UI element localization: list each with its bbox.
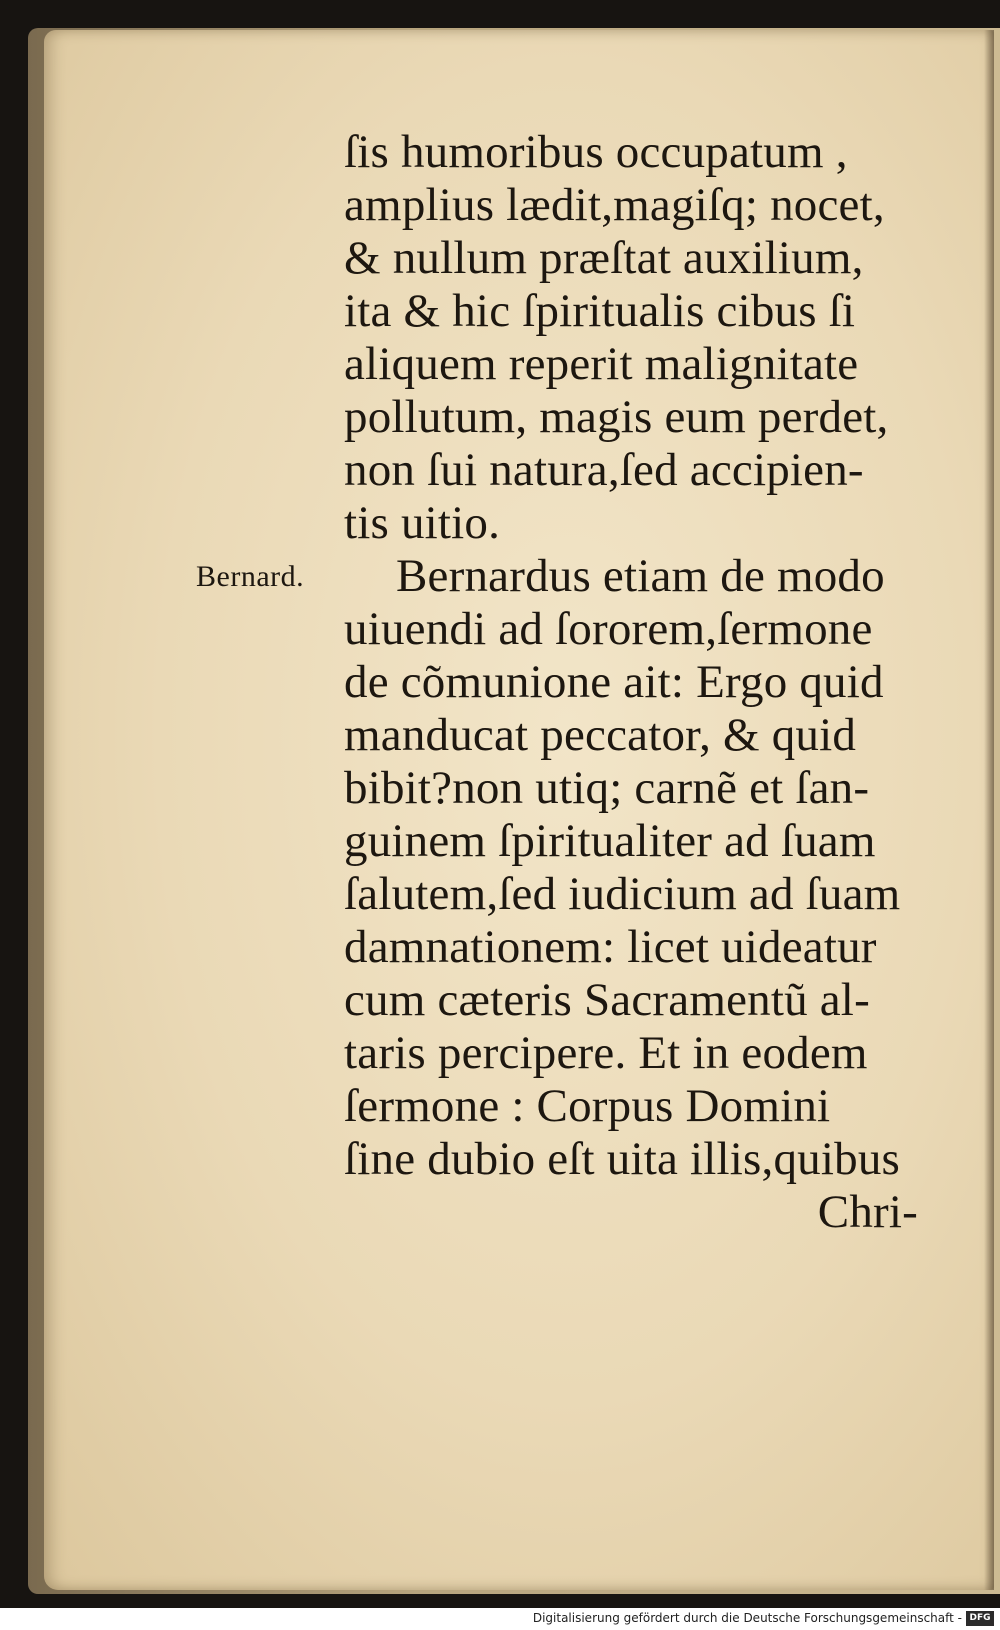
text-line: cum cæteris Sacramentũ al- xyxy=(344,974,870,1026)
body-text xyxy=(344,126,924,1239)
text-line: ſine dubio eſt uita illis,quibus xyxy=(344,1133,901,1185)
text-line: ſalutem,ſed iudicium ad ſuam xyxy=(344,868,901,920)
text-line: Bernardus etiam de modo xyxy=(396,550,885,602)
text-line: taris percipere. Et in eodem xyxy=(344,1027,868,1079)
paragraph-start-line xyxy=(344,550,924,603)
text-line: damnationem: licet uideatur xyxy=(344,921,877,973)
dfg-logo-icon: DFG xyxy=(966,1611,994,1626)
text-line: ſis humoribus occupatum , xyxy=(344,126,848,178)
text-line: ita & hic ſpiritualis cibus ſi xyxy=(344,285,856,337)
footer-credit: Digitalisierung gefördert durch die Deutsche Forschungsgemeinschaft - xyxy=(532,1611,962,1625)
text-line: amplius lædit,magiſq; nocet, xyxy=(344,179,885,231)
page-gutter-shadow xyxy=(984,30,994,1590)
text-line: de cõmunione ait: Ergo quid xyxy=(344,656,884,708)
text-line: non ſui natura,ſed accipien- xyxy=(344,444,864,496)
text-line: pollutum, magis eum perdet, xyxy=(344,391,889,443)
text-line: uiuendi ad ſororem,ſermone xyxy=(344,603,873,655)
text-line: bibit?non utiq; carnẽ et ſan- xyxy=(344,762,870,814)
footer-bar xyxy=(0,1608,1000,1630)
text-line: manducat peccator, & quid xyxy=(344,709,857,761)
text-line: ſermone : Corpus Domini xyxy=(344,1080,831,1132)
text-line: & nullum præſtat auxilium, xyxy=(344,232,864,284)
text-line: guinem ſpiritualiter ad ſuam xyxy=(344,815,876,867)
text-line: aliquem reperit malignitate xyxy=(344,338,859,390)
margin-note: Bernard. xyxy=(196,560,305,593)
text-line: tis uitio. xyxy=(344,497,501,549)
catchword: Chri- xyxy=(817,1186,918,1238)
